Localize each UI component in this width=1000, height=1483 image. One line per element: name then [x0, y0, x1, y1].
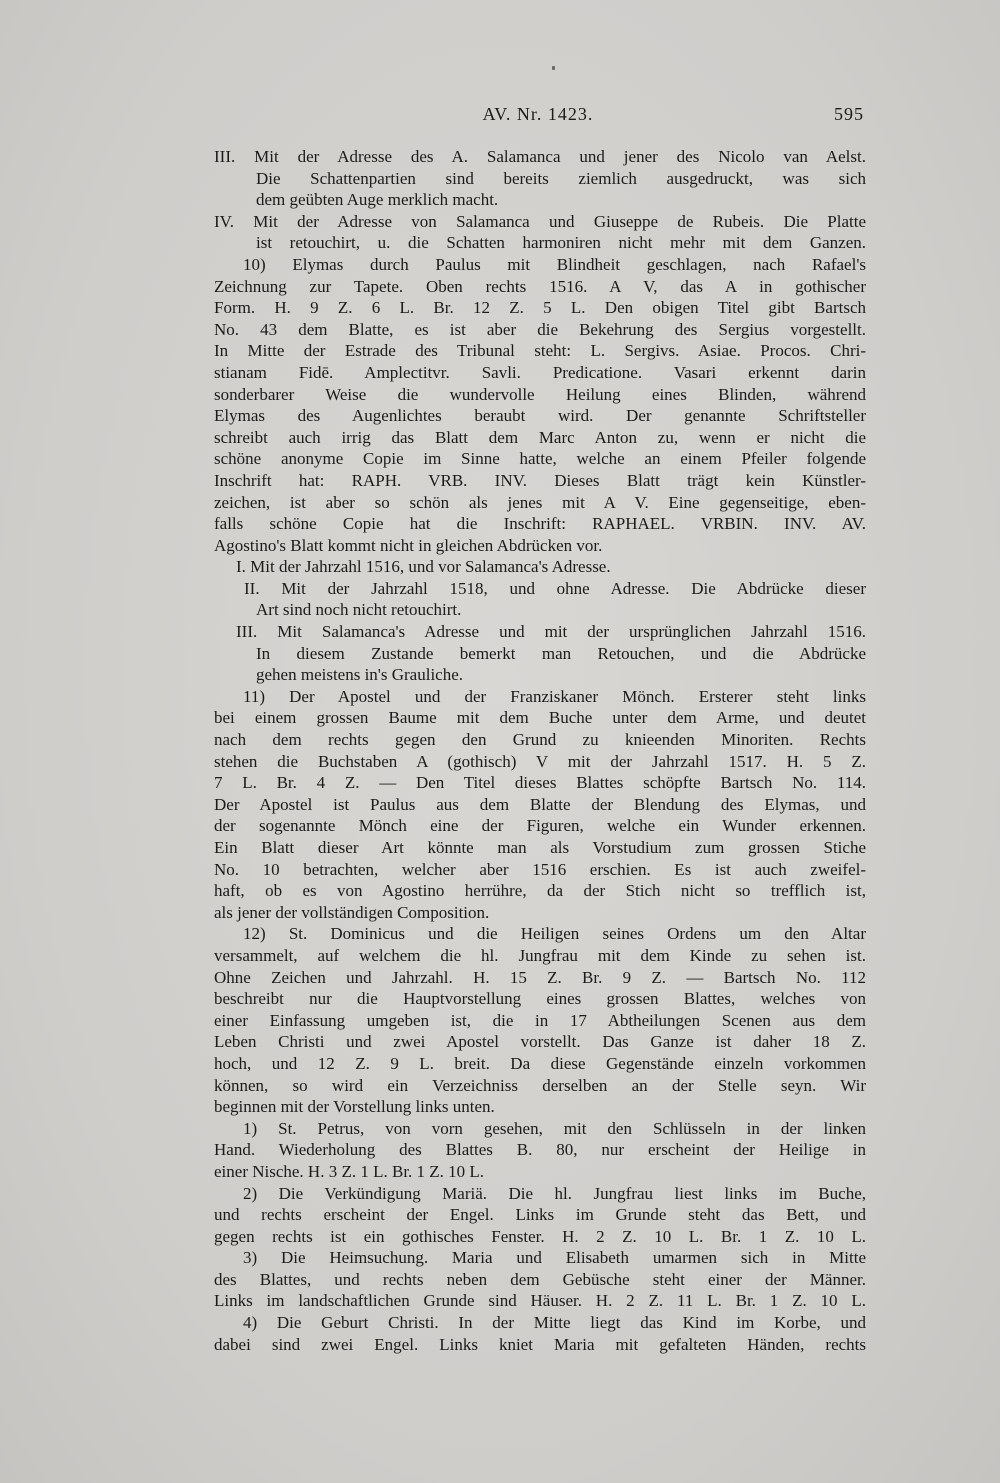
text-line: und rechts erscheint der Engel. Links im Grunde steht das Bett, und [214, 1205, 866, 1225]
text-line: beginnen mit der Vorstellung links unten. [214, 1097, 495, 1117]
text-line: gegen rechts ist ein gothisches Fenster. H. 2 Z. 10 L. Br. 1 Z. 10 L. [214, 1226, 866, 1246]
text-line: ist retouchirt, u. die Schatten harmoniren nicht mehr mit dem Ganzen. [256, 233, 866, 253]
text-line: des Blattes, und rechts neben dem Gebüsche steht einer der Männer. [214, 1269, 866, 1289]
text-line: I. Mit der Jahrzahl 1516, und vor Salamanca's Adresse. [236, 557, 611, 577]
text-line: Zeichnung zur Tapete. Oben rechts 1516. A V, das A in gothischer [214, 276, 866, 296]
text-line: IV. Mit der Adresse von Salamanca und Giuseppe de Rubeis. Die Platte [214, 211, 866, 231]
text-line: III. Mit der Adresse des A. Salamanca und jener des Nicolo van Aelst. [214, 147, 866, 166]
text-line: Inschrift hat: RAPH. VRB. INV. Dieses Blatt trägt kein Künstler- [214, 470, 866, 490]
text-line: 7 L. Br. 4 Z. — Den Titel dieses Blattes schöpfte Bartsch No. 114. [214, 773, 866, 793]
text-line: Art sind noch nicht retouchirt. [256, 600, 462, 620]
text-line: gehen meistens in's Grauliche. [256, 665, 464, 685]
text-line: bei einem grossen Baume mit dem Buche unter dem Arme, und deutet [214, 708, 866, 728]
text-line: sonderbarer Weise die wundervolle Heilung eines Blinden, während [214, 384, 866, 404]
page-header [210, 104, 866, 128]
text-line: haft, ob es von Agostino herrühre, da der Stich nicht so trefflich ist, [214, 881, 866, 901]
text-line: Agostino's Blatt kommt nicht in gleichen Abdrücken vor. [214, 535, 603, 555]
text-line: In diesem Zustande bemerkt man Retouchen, und die Abdrücke [256, 643, 866, 663]
text-line: Der Apostel ist Paulus aus dem Blatte der Blendung des Elymas, und [214, 794, 866, 814]
text-line: Ein Blatt dieser Art könnte man als Vorstudium zum grossen Stiche [214, 838, 866, 857]
text-line: einer Einfassung umgeben ist, die in 17 Abtheilungen Scenen aus dem [214, 1010, 866, 1030]
text-line: schreibt auch irrig das Blatt dem Marc Anton zu, wenn er nicht die [214, 427, 866, 447]
text-line: können, so wird ein Verzeichniss derselben an der Stelle seyn. Wir [214, 1075, 866, 1095]
text-line: Leben Christi und zwei Apostel vorstellt. Das Ganze ist daher 18 Z. [214, 1032, 866, 1052]
text-line: In Mitte der Estrade des Tribunal steht: L. Sergivs. Asiae. Procos. Chri- [214, 341, 866, 361]
text-line: versammelt, auf welchem die hl. Jungfrau mit dem Kinde zu sehen ist. [214, 945, 866, 965]
text-line: Elymas des Augenlichtes beraubt wird. Der genannte Schriftsteller [214, 406, 866, 426]
text-line: 10) Elymas durch Paulus mit Blindheit geschlagen, nach Rafael's [243, 254, 866, 274]
running-title: AV. Nr. 1423. [482, 104, 594, 124]
text-line: 11) Der Apostel und der Franziskaner Mönch. Ersterer steht links [243, 686, 866, 706]
text-line: einer Nische. H. 3 Z. 1 L. Br. 1 Z. 10 L. [214, 1161, 485, 1181]
ink-speck [552, 66, 555, 70]
text-line: beschreibt nur die Hauptvorstellung eines grossen Blattes, welches von [214, 989, 866, 1009]
text-line: Ohne Zeichen und Jahrzahl. H. 15 Z. Br. 9 Z. — Bartsch No. 112 [214, 967, 866, 987]
text-line: No. 43 dem Blatte, es ist aber die Bekehrung des Sergius vorgestellt. [214, 319, 866, 339]
text-line: Form. H. 9 Z. 6 L. Br. 12 Z. 5 L. Den obigen Titel gibt Bartsch [214, 298, 866, 318]
text-line: 4) Die Geburt Christi. In der Mitte liegt das Kind im Korbe, und [243, 1313, 866, 1333]
text-line: Links im landschaftlichen Grunde sind Häuser. H. 2 Z. 11 L. Br. 1 Z. 10 L. [214, 1291, 866, 1311]
text-line: schöne anonyme Copie im Sinne hatte, welche an einem Pfeiler folgende [214, 449, 866, 469]
text-line: falls schöne Copie hat die Inschrift: RAPHAEL. VRBIN. INV. AV. [214, 514, 866, 534]
text-line: stehen die Buchstaben A (gothisch) V mit der Jahrzahl 1517. H. 5 Z. [214, 751, 866, 771]
text-line: nach dem rechts gegen den Grund zu knieenden Minoriten. Rechts [214, 730, 866, 750]
text-line: als jener der vollständigen Composition. [214, 902, 490, 922]
page-number: 595 [834, 104, 864, 124]
text-line: III. Mit Salamanca's Adresse und mit der ursprünglichen Jahrzahl 1516. [236, 622, 866, 642]
text-line: der sogenannte Mönch eine der Figuren, welche ein Wunder erkennen. [214, 816, 866, 836]
text-line: 12) St. Dominicus und die Heiligen seines Ordens um den Altar [243, 924, 866, 944]
text-line: 3) Die Heimsuchung. Maria und Elisabeth umarmen sich in Mitte [243, 1248, 866, 1268]
text-line: stianam Fidē. Amplectitvr. Savli. Predicatione. Vasari erkennt darin [214, 362, 866, 382]
text-line: 2) Die Verkündigung Mariä. Die hl. Jungfrau liest links im Buche, [243, 1183, 866, 1203]
text-line: Die Schattenpartien sind bereits ziemlich ausgedruckt, was sich [256, 168, 866, 188]
text-line: 1) St. Petrus, von vorn gesehen, mit den Schlüsseln in der linken [243, 1118, 866, 1138]
text-line: zeichen, ist aber so schön als jenes mit A V. Eine gegenseitige, eben- [214, 492, 866, 512]
text-line: No. 10 betrachten, welcher aber 1516 erschien. Es ist auch zweifel- [214, 859, 866, 879]
text-line: dabei sind zwei Engel. Links kniet Maria mit gefalteten Händen, rechts [214, 1334, 866, 1354]
text-line: dem geübten Auge merklich macht. [256, 190, 499, 210]
text-line: Hand. Wiederholung des Blattes B. 80, nur erscheint der Heilige in [214, 1140, 866, 1160]
text-line: II. Mit der Jahrzahl 1518, und ohne Adresse. Die Abdrücke dieser [244, 578, 866, 598]
body-text [214, 146, 866, 1355]
text-line: hoch, und 12 Z. 9 L. breit. Da diese Gegenstände einzeln vorkommen [214, 1053, 866, 1073]
